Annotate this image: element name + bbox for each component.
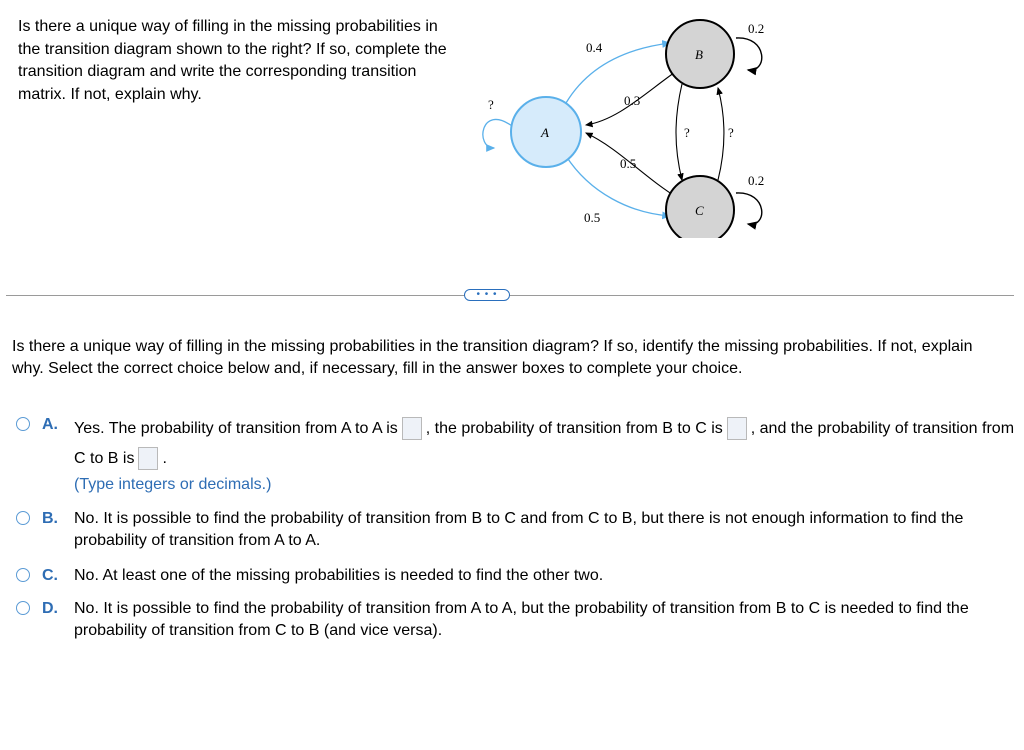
label-c-to-b: ?	[728, 125, 734, 140]
choice-c-radio[interactable]	[16, 568, 30, 582]
choice-a-text-4: .	[162, 450, 167, 467]
node-b-label: B	[695, 47, 703, 62]
label-c-self: 0.2	[748, 173, 765, 188]
label-a-to-c: 0.5	[584, 210, 601, 225]
edge-b-self	[736, 38, 762, 70]
choice-d-letter: D.	[42, 600, 58, 617]
edge-c-to-b	[718, 88, 724, 180]
question-text: Is there a unique way of filling in the missing probabilities in the transition diagram shown to the right? If so, complete the transition diagram and write the corresponding transition matrix. If not, explain why.	[18, 18, 447, 103]
edge-a-self	[483, 119, 512, 148]
choice-a-hint: (Type integers or decimals.)	[74, 476, 272, 493]
choice-b-letter: B.	[42, 510, 58, 527]
label-b-to-c: ?	[684, 125, 690, 140]
choice-d-radio[interactable]	[16, 601, 30, 615]
label-a-to-b: 0.4	[586, 40, 603, 55]
answer-box-a-to-a[interactable]	[402, 417, 422, 440]
choice-b-radio[interactable]	[16, 511, 30, 525]
expand-more-button[interactable]: • • •	[464, 289, 510, 301]
edge-a-to-c	[566, 156, 670, 216]
choice-a-text-2: , the probability of transition from B to C is	[425, 420, 723, 437]
choice-c-text: No. At least one of the missing probabilities is needed to find the other two.	[74, 567, 604, 584]
choice-d-text: No. It is possible to find the probability of transition from A to A, but the probability of transition from B to C is needed to find the probability of transition from C to B (and vice versa).	[74, 600, 969, 639]
answer-box-b-to-c[interactable]	[727, 417, 747, 440]
choice-a-radio[interactable]	[16, 417, 30, 431]
node-c-label: C	[695, 203, 704, 218]
section-divider	[6, 295, 1014, 296]
answer-box-c-to-b[interactable]	[138, 447, 158, 470]
label-c-to-a: 0.5	[620, 156, 637, 171]
choice-c-letter: C.	[42, 567, 58, 584]
label-b-to-a: 0.3	[624, 93, 641, 108]
choice-a-letter: A.	[42, 416, 58, 433]
instruction-prompt: Is there a unique way of filling in the missing probabilities in the transition diagram? If so, identify the missing probabilities. If not, explain why. Select the correct choice below and, if necessary, fill in the answer boxes to complete your choice.	[12, 338, 973, 377]
node-a-label: A	[541, 125, 549, 140]
choice-a-text-3: , and the probability of transition from C to B is	[74, 420, 1015, 467]
choice-a-text-1: Yes. The probability of transition from A to A is	[74, 420, 398, 437]
edge-a-to-b	[566, 43, 670, 103]
label-a-self: ?	[488, 97, 494, 112]
edge-c-self	[736, 193, 762, 224]
edge-b-to-c	[676, 84, 682, 180]
label-b-self: 0.2	[748, 21, 765, 36]
transition-diagram	[470, 8, 790, 238]
choice-b-text: No. It is possible to find the probability of transition from B to C and from C to B, but there is not enough information to find the probability of transition from A to A.	[74, 510, 964, 549]
